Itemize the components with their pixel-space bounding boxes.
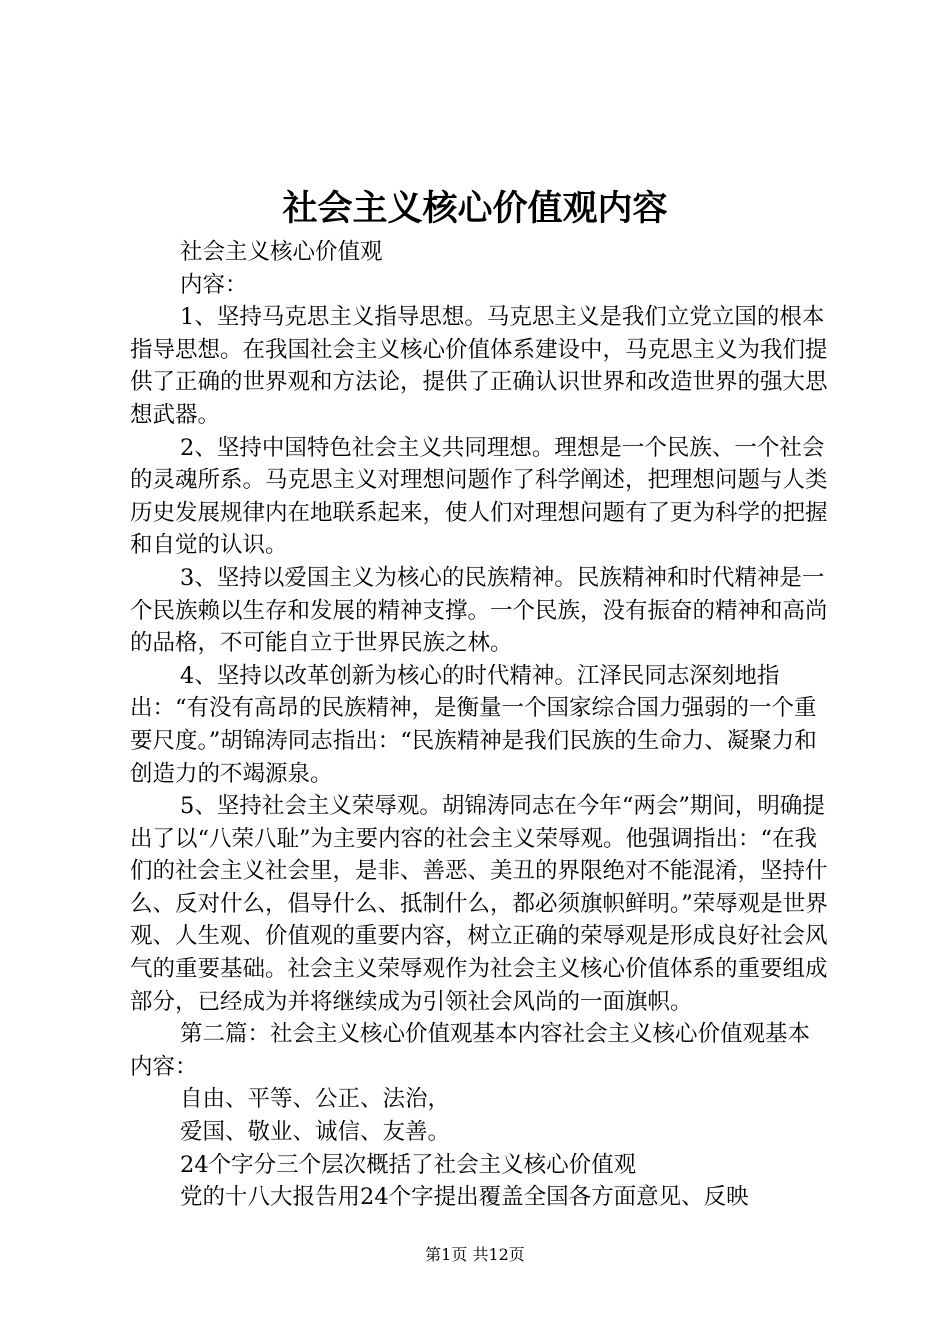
paragraph-point-4: 4、坚持以改革创新为核心的时代精神。江泽民同志深刻地指出：“有没有高昂的民族精神，是衡量一个国家综合国力强弱的一个重要尺度。”胡锦涛同志指出：“民族精神是我们民族的生命力、凝聚力和创造力的不竭源泉。 (130, 662, 817, 787)
paragraph-values-line-2: 爱国、敬业、诚信、友善。 (180, 1119, 451, 1146)
paragraph-point-5: 5、坚持社会主义荣辱观。胡锦涛同志在今年“两会”期间，明确提出了以“八荣八耻”为主要内容的社会主义荣辱观。他强调指出：“在我们的社会主义社会里，是非、善恶、美丑的界限绝对不能混淆，坚持什么、反对什么，倡导什么、抵制什么，都必须旗帜鲜明。”荣辱观是世界观、人生观、价值观的重要内容，树立正确的荣辱观是形成良好社会风气的重要基础。社会主义荣辱观作为社会主义核心价值体系的重要组成部分，已经成为并将继续成为引领社会风尚的一面旗帜。 (130, 793, 828, 1015)
paragraph-point-1: 1、坚持马克思主义指导思想。马克思主义是我们立党立国的根本指导思想。在我国社会主义核心价值体系建设中，马克思主义为我们提供了正确的世界观和方法论，提供了正确认识世界和改造世界的强大思想武器。 (130, 304, 828, 428)
paragraph-summary: 24个字分三个层次概括了社会主义核心价值观 (180, 1151, 637, 1178)
paragraph-values-line-1: 自由、平等、公正、法治， (180, 1086, 451, 1113)
document-title: 社会主义核心价值观内容 (282, 188, 668, 229)
paragraph-point-3: 3、坚持以爱国主义为核心的民族精神。民族精神和时代精神是一个民族赖以生存和发展的精神支撑。一个民族，没有振奋的精神和高尚的品格，不可能自立于世界民族之林。 (130, 564, 828, 657)
page-indicator: 第1页 共12页 (425, 1245, 525, 1264)
paragraph-point-2: 2、坚持中国特色社会主义共同理想。理想是一个民族、一个社会的灵魂所系。马克思主义对理想问题作了科学阐述，把理想问题与人类历史发展规律内在地联系起来，使人们对理想问题有了更为科学的把握和自觉的认识。 (130, 434, 828, 559)
paragraph-content-label: 内容： (180, 271, 248, 298)
document-body (130, 236, 830, 1214)
paragraph-report: 党的十八大报告用24个字提出覆盖全国各方面意见、反映 (180, 1184, 749, 1211)
paragraph-subtitle: 社会主义核心价值观 (180, 239, 383, 265)
paragraph-second-section: 第二篇：社会主义核心价值观基本内容社会主义核心价值观基本内容： (130, 1021, 811, 1080)
